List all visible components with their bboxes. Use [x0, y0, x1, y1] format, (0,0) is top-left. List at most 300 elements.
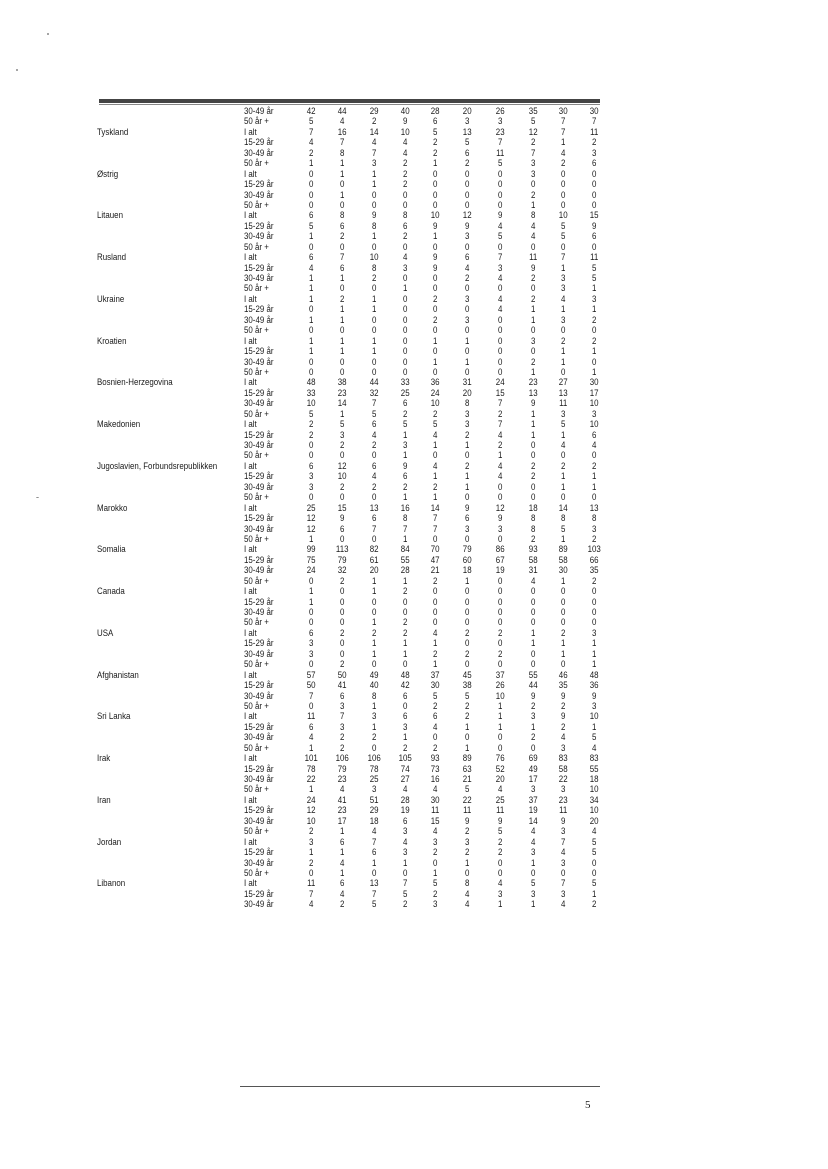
age-group-label: I alt [243, 377, 257, 388]
value-cell: 5 [591, 262, 597, 273]
value-cell: 0 [432, 346, 438, 357]
table-row [0, 544, 729, 554]
value-cell: 1 [530, 899, 536, 910]
value-cell: 2 [591, 460, 597, 471]
value-cell: 2 [497, 627, 503, 638]
value-cell: 2 [339, 732, 345, 743]
value-cell: 2 [464, 429, 470, 440]
value-cell: 3 [530, 847, 536, 858]
age-group-label: 15-29 år [243, 721, 274, 732]
table-row [0, 137, 729, 147]
value-cell: 6 [339, 690, 345, 701]
value-cell: 3 [530, 888, 536, 899]
value-cell: 8 [560, 513, 566, 524]
value-cell: 3 [560, 408, 566, 419]
age-group-label: I alt [243, 878, 257, 889]
value-cell: 5 [464, 784, 470, 795]
value-cell: 0 [432, 179, 438, 190]
value-cell: 4 [560, 440, 566, 450]
value-cell: 0 [402, 356, 408, 367]
value-cell: 1 [530, 429, 536, 440]
value-cell: 0 [432, 283, 438, 294]
age-group-label: 15-29 år [243, 805, 274, 816]
value-cell: 74 [400, 763, 410, 774]
value-cell: 1 [402, 648, 408, 659]
value-cell: 0 [464, 304, 470, 315]
value-cell: 0 [339, 648, 345, 659]
value-cell: 1 [560, 533, 566, 544]
value-cell: 113 [335, 544, 349, 555]
value-cell: 1 [432, 867, 438, 878]
value-cell: 6 [308, 252, 314, 263]
value-cell: 10 [589, 784, 599, 795]
value-cell: 2 [464, 826, 470, 837]
value-cell: 55 [528, 669, 538, 680]
value-cell: 0 [339, 325, 345, 336]
value-cell: 0 [464, 241, 470, 252]
age-group-label: 50 år + [243, 492, 269, 503]
value-cell: 0 [308, 659, 314, 670]
value-cell: 0 [464, 189, 470, 200]
value-cell: 16 [400, 502, 410, 513]
value-cell: 1 [402, 638, 408, 649]
value-cell: 11 [307, 711, 316, 722]
value-cell: 6 [402, 690, 408, 701]
value-cell: 5 [560, 419, 566, 430]
age-group-label: 15-29 år [243, 680, 274, 691]
age-group-label: I alt [243, 627, 257, 638]
age-group-label: I alt [243, 168, 257, 179]
value-cell: 4 [530, 575, 536, 586]
value-cell: 5 [497, 231, 503, 242]
value-cell: 1 [339, 158, 345, 169]
value-cell: 0 [464, 366, 470, 377]
value-cell: 2 [402, 231, 408, 242]
value-cell: 0 [432, 366, 438, 377]
value-cell: 0 [339, 283, 345, 294]
value-cell: 5 [591, 732, 597, 743]
value-cell: 0 [339, 199, 345, 210]
value-cell: 7 [308, 126, 314, 137]
value-cell: 2 [497, 408, 503, 419]
value-cell: 23 [337, 387, 347, 398]
value-cell: 1 [339, 335, 345, 346]
value-cell: 7 [530, 147, 536, 158]
value-cell: 0 [497, 346, 503, 357]
value-cell: 1 [402, 533, 408, 544]
value-cell: 1 [432, 231, 438, 242]
value-cell: 0 [464, 867, 470, 878]
value-cell: 3 [591, 627, 597, 638]
value-cell: 37 [430, 669, 440, 680]
value-cell: 106 [367, 753, 381, 764]
value-cell: 0 [497, 241, 503, 252]
value-cell: 44 [369, 377, 379, 388]
value-cell: 1 [530, 721, 536, 732]
value-cell: 0 [591, 617, 597, 628]
value-cell: 0 [497, 481, 503, 492]
value-cell: 1 [591, 659, 597, 670]
value-cell: 20 [462, 106, 472, 116]
value-cell: 0 [308, 304, 314, 315]
value-cell: 6 [432, 711, 438, 722]
value-cell: 79 [337, 554, 347, 565]
value-cell: 44 [528, 680, 538, 691]
value-cell: 0 [464, 168, 470, 179]
value-cell: 15 [495, 387, 505, 398]
value-cell: 14 [430, 502, 440, 513]
age-group-label: 50 år + [243, 575, 269, 586]
value-cell: 6 [402, 471, 408, 482]
value-cell: 28 [400, 794, 410, 805]
value-cell: 2 [530, 189, 536, 200]
value-cell: 0 [464, 533, 470, 544]
value-cell: 1 [560, 471, 566, 482]
value-cell: 4 [497, 460, 503, 471]
value-cell: 5 [432, 419, 438, 430]
value-cell: 0 [432, 199, 438, 210]
value-cell: 4 [402, 137, 408, 148]
value-cell: 1 [432, 492, 438, 503]
value-cell: 2 [371, 627, 377, 638]
value-cell: 4 [497, 784, 503, 795]
age-group-label: 50 år + [243, 450, 269, 461]
age-group-label: 50 år + [243, 659, 269, 670]
value-cell: 0 [591, 607, 597, 617]
table-row [0, 179, 729, 189]
value-cell: 2 [402, 627, 408, 638]
age-group-label: 15-29 år [243, 387, 274, 398]
value-cell: 2 [339, 293, 345, 304]
value-cell: 0 [530, 481, 536, 492]
value-cell: 27 [400, 774, 410, 784]
value-cell: 4 [432, 784, 438, 795]
value-cell: 4 [497, 429, 503, 440]
table-row [0, 430, 729, 440]
value-cell: 5 [464, 690, 470, 701]
value-cell: 0 [432, 273, 438, 283]
value-cell: 4 [402, 147, 408, 158]
table-row [0, 492, 729, 502]
value-cell: 14 [369, 126, 379, 137]
value-cell: 9 [464, 815, 470, 826]
table-row [0, 868, 729, 878]
value-cell: 46 [558, 669, 568, 680]
value-cell: 3 [339, 721, 345, 732]
age-group-label: 30-49 år [243, 440, 274, 450]
value-cell: 8 [339, 210, 345, 221]
value-cell: 78 [306, 763, 316, 774]
value-cell: 0 [560, 659, 566, 670]
value-cell: 6 [339, 878, 345, 889]
value-cell: 3 [308, 648, 314, 659]
country-label: Ukraine [96, 293, 125, 304]
value-cell: 34 [589, 794, 599, 805]
value-cell: 4 [339, 857, 345, 868]
age-group-label: 30-49 år [243, 607, 274, 617]
value-cell: 2 [308, 826, 314, 837]
value-cell: 1 [308, 346, 314, 357]
value-cell: 6 [402, 220, 408, 231]
table-row [0, 607, 729, 617]
value-cell: 84 [400, 544, 410, 555]
value-cell: 7 [497, 137, 503, 148]
value-cell: 2 [402, 179, 408, 190]
value-cell: 1 [371, 168, 377, 179]
value-cell: 2 [371, 116, 377, 127]
country-label: Irak [96, 753, 111, 764]
value-cell: 0 [530, 346, 536, 357]
value-cell: 83 [558, 753, 568, 764]
value-cell: 0 [402, 189, 408, 200]
value-cell: 0 [432, 533, 438, 544]
value-cell: 32 [369, 387, 379, 398]
value-cell: 3 [560, 784, 566, 795]
country-label: Marokko [96, 502, 128, 513]
value-cell: 2 [432, 137, 438, 148]
value-cell: 0 [402, 241, 408, 252]
value-cell: 1 [560, 304, 566, 315]
value-cell: 7 [560, 252, 566, 263]
value-cell: 7 [339, 252, 345, 263]
table-row [0, 878, 729, 888]
value-cell: 7 [371, 888, 377, 899]
value-cell: 1 [560, 346, 566, 357]
value-cell: 20 [495, 774, 505, 784]
age-group-label: 30-49 år [243, 314, 274, 325]
value-cell: 6 [339, 262, 345, 273]
value-cell: 2 [432, 408, 438, 419]
value-cell: 23 [558, 794, 568, 805]
country-label: Jordan [96, 836, 122, 847]
value-cell: 13 [369, 878, 379, 889]
table-row [0, 534, 729, 544]
value-cell: 0 [497, 638, 503, 649]
scan-speck [47, 33, 49, 35]
value-cell: 83 [589, 753, 599, 764]
value-cell: 26 [495, 106, 505, 116]
value-cell: 0 [497, 533, 503, 544]
value-cell: 2 [560, 460, 566, 471]
table-bottom-rule [240, 1086, 600, 1087]
value-cell: 61 [369, 554, 379, 565]
value-cell: 105 [398, 753, 412, 764]
value-cell: 3 [464, 523, 470, 534]
value-cell: 1 [308, 158, 314, 169]
value-cell: 1 [591, 471, 597, 482]
value-cell: 2 [402, 617, 408, 628]
value-cell: 1 [497, 899, 503, 910]
table-row [0, 398, 729, 408]
value-cell: 3 [464, 231, 470, 242]
value-cell: 0 [497, 325, 503, 336]
value-cell: 0 [432, 732, 438, 743]
value-cell: 10 [306, 815, 316, 826]
value-cell: 0 [530, 492, 536, 503]
value-cell: 9 [530, 262, 536, 273]
table-top-rule [99, 99, 600, 103]
value-cell: 2 [339, 231, 345, 242]
value-cell: 1 [560, 638, 566, 649]
value-cell: 4 [432, 429, 438, 440]
value-cell: 50 [306, 680, 316, 691]
value-cell: 2 [339, 627, 345, 638]
value-cell: 1 [402, 450, 408, 461]
value-cell: 5 [497, 826, 503, 837]
value-cell: 0 [497, 596, 503, 607]
value-cell: 10 [400, 126, 410, 137]
value-cell: 3 [432, 899, 438, 910]
value-cell: 48 [306, 377, 316, 388]
value-cell: 6 [308, 721, 314, 732]
value-cell: 7 [432, 513, 438, 524]
value-cell: 6 [371, 847, 377, 858]
value-cell: 5 [464, 137, 470, 148]
value-cell: 0 [402, 335, 408, 346]
table-row [0, 325, 729, 335]
value-cell: 7 [339, 711, 345, 722]
value-cell: 0 [497, 168, 503, 179]
value-cell: 3 [464, 836, 470, 847]
table-row [0, 503, 729, 513]
value-cell: 1 [591, 283, 597, 294]
value-cell: 10 [589, 398, 599, 409]
value-cell: 24 [430, 387, 440, 398]
table-row [0, 440, 729, 450]
value-cell: 3 [464, 314, 470, 325]
table-row [0, 889, 729, 899]
value-cell: 0 [308, 575, 314, 586]
value-cell: 5 [591, 836, 597, 847]
value-cell: 1 [339, 826, 345, 837]
age-group-label: I alt [243, 293, 257, 304]
value-cell: 1 [497, 450, 503, 461]
value-cell: 0 [530, 659, 536, 670]
value-cell: 0 [308, 179, 314, 190]
value-cell: 1 [339, 189, 345, 200]
value-cell: 0 [497, 617, 503, 628]
value-cell: 14 [337, 398, 347, 409]
value-cell: 7 [339, 137, 345, 148]
value-cell: 1 [308, 335, 314, 346]
value-cell: 2 [530, 293, 536, 304]
value-cell: 2 [591, 575, 597, 586]
country-label: Litauen [96, 210, 123, 221]
value-cell: 0 [497, 575, 503, 586]
value-cell: 1 [432, 335, 438, 346]
value-cell: 23 [337, 805, 347, 816]
value-cell: 3 [432, 836, 438, 847]
value-cell: 103 [587, 544, 601, 555]
value-cell: 10 [430, 210, 440, 221]
value-cell: 0 [308, 440, 314, 450]
value-cell: 1 [402, 283, 408, 294]
value-cell: 2 [530, 471, 536, 482]
value-cell: 1 [591, 648, 597, 659]
value-cell: 0 [497, 189, 503, 200]
value-cell: 38 [337, 377, 347, 388]
value-cell: 7 [402, 523, 408, 534]
age-group-label: 30-49 år [243, 398, 274, 409]
value-cell: 0 [308, 607, 314, 617]
value-cell: 1 [497, 721, 503, 732]
country-label: Afghanistan [96, 669, 139, 680]
value-cell: 18 [369, 815, 379, 826]
value-cell: 7 [308, 690, 314, 701]
value-cell: 0 [308, 617, 314, 628]
value-cell: 0 [432, 325, 438, 336]
value-cell: 20 [462, 387, 472, 398]
value-cell: 2 [560, 158, 566, 169]
value-cell: 7 [497, 419, 503, 430]
value-cell: 30 [589, 377, 599, 388]
value-cell: 12 [306, 805, 316, 816]
value-cell: 2 [560, 700, 566, 711]
value-cell: 0 [464, 450, 470, 461]
table-row [0, 597, 729, 607]
value-cell: 8 [530, 210, 536, 221]
value-cell: 0 [464, 596, 470, 607]
value-cell: 1 [560, 429, 566, 440]
value-cell: 6 [402, 815, 408, 826]
value-cell: 11 [559, 805, 568, 816]
value-cell: 1 [464, 440, 470, 450]
value-cell: 1 [530, 366, 536, 377]
value-cell: 1 [530, 857, 536, 868]
value-cell: 45 [462, 669, 472, 680]
value-cell: 66 [589, 554, 599, 565]
value-cell: 2 [402, 586, 408, 597]
value-cell: 0 [497, 314, 503, 325]
value-cell: 2 [530, 732, 536, 743]
value-cell: 1 [497, 700, 503, 711]
value-cell: 9 [530, 398, 536, 409]
value-cell: 1 [432, 356, 438, 367]
value-cell: 4 [432, 721, 438, 732]
value-cell: 2 [339, 575, 345, 586]
value-cell: 23 [528, 377, 538, 388]
value-cell: 86 [495, 544, 505, 555]
age-group-label: 30-49 år [243, 231, 274, 242]
value-cell: 7 [371, 147, 377, 158]
value-cell: 35 [589, 565, 599, 576]
value-cell: 3 [497, 116, 503, 127]
value-cell: 0 [464, 732, 470, 743]
age-group-label: 50 år + [243, 158, 269, 169]
table-row [0, 638, 729, 648]
value-cell: 42 [400, 680, 410, 691]
value-cell: 9 [560, 815, 566, 826]
value-cell: 11 [463, 805, 472, 816]
value-cell: 41 [337, 680, 347, 691]
table-row [0, 764, 729, 774]
value-cell: 1 [308, 314, 314, 325]
country-label: Iran [96, 794, 111, 805]
value-cell: 0 [530, 325, 536, 336]
table-row [0, 461, 729, 471]
value-cell: 2 [497, 440, 503, 450]
value-cell: 1 [591, 346, 597, 357]
value-cell: 6 [591, 429, 597, 440]
value-cell: 18 [462, 565, 472, 576]
value-cell: 23 [337, 774, 347, 784]
value-cell: 5 [371, 899, 377, 910]
value-cell: 0 [339, 366, 345, 377]
country-label: Jugoslavien, Forbundsrepublikken [96, 460, 218, 471]
table-row [0, 555, 729, 565]
value-cell: 8 [371, 220, 377, 231]
age-group-label: 30-49 år [243, 815, 274, 826]
